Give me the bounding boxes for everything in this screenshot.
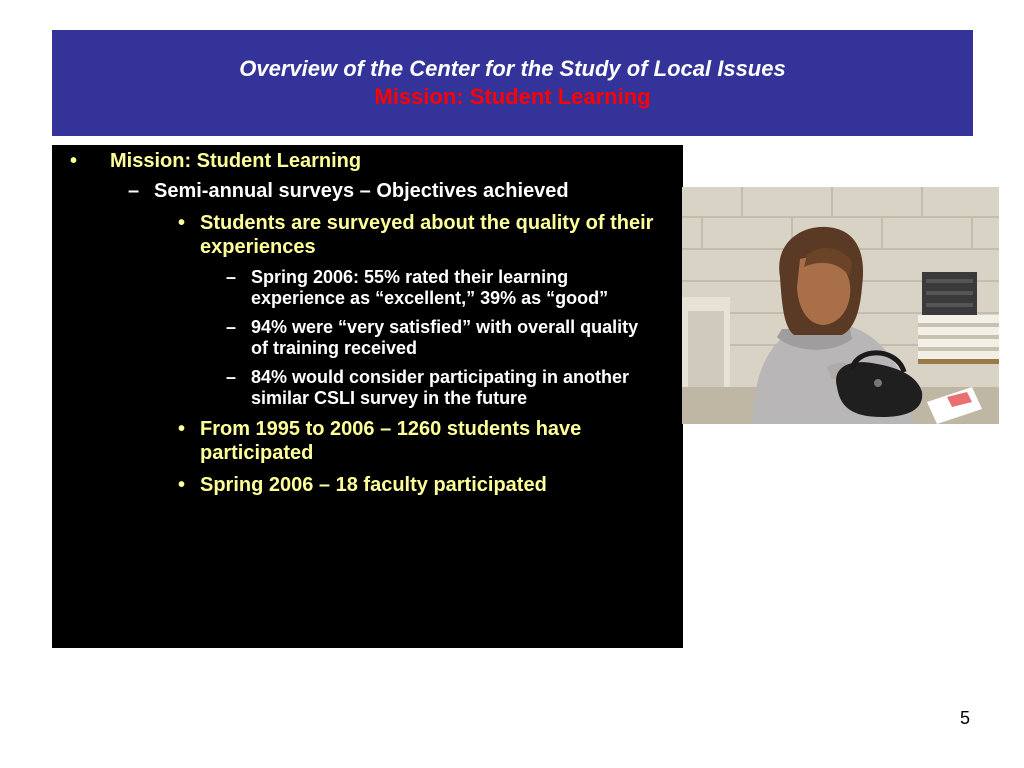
bullet-text: From 1995 to 2006 – 1260 students have participated <box>200 418 582 464</box>
dash-marker: – <box>226 267 237 287</box>
dash-marker: – <box>128 180 140 202</box>
page-number: 5 <box>959 708 970 728</box>
bullet-text: Spring 2006 – 18 faculty participated <box>200 474 547 496</box>
slide-subtitle: Mission: Student Learning <box>374 84 651 109</box>
bullet-marker: • <box>178 474 186 496</box>
bullet-satisfaction <box>62 317 659 359</box>
bullet-mission <box>62 149 659 173</box>
bullet-marker: • <box>178 212 186 234</box>
bullet-faculty-participated <box>62 473 659 497</box>
bullet-marker: • <box>70 150 78 172</box>
slide-title-banner <box>52 30 973 136</box>
bullet-text: 94% were “very satisfied” with overall quality of training received <box>251 317 639 358</box>
bullet-text: Spring 2006: 55% rated their learning experience as “excellent,” 39% as “good” <box>251 267 609 308</box>
bullet-text: 84% would consider participating in another similar CSLI survey in the future <box>251 367 630 408</box>
bullet-consider-participating <box>62 367 659 409</box>
bullet-content-panel <box>52 145 683 648</box>
bullet-students-participated <box>62 417 659 465</box>
student-photo <box>682 187 999 424</box>
bullet-marker: • <box>178 418 186 440</box>
bullet-surveys <box>62 179 659 203</box>
bullet-students-surveyed <box>62 211 659 259</box>
dash-marker: – <box>226 317 237 337</box>
bullet-text: Students are surveyed about the quality of their experiences <box>200 212 654 258</box>
bullet-text: Semi-annual surveys – Objectives achieved <box>154 180 569 202</box>
bullet-text: Mission: Student Learning <box>110 150 362 172</box>
dash-marker: – <box>226 367 237 387</box>
slide-title: Overview of the Center for the Study of Local Issues <box>239 56 786 81</box>
bullet-spring-2006-rating <box>62 267 659 309</box>
